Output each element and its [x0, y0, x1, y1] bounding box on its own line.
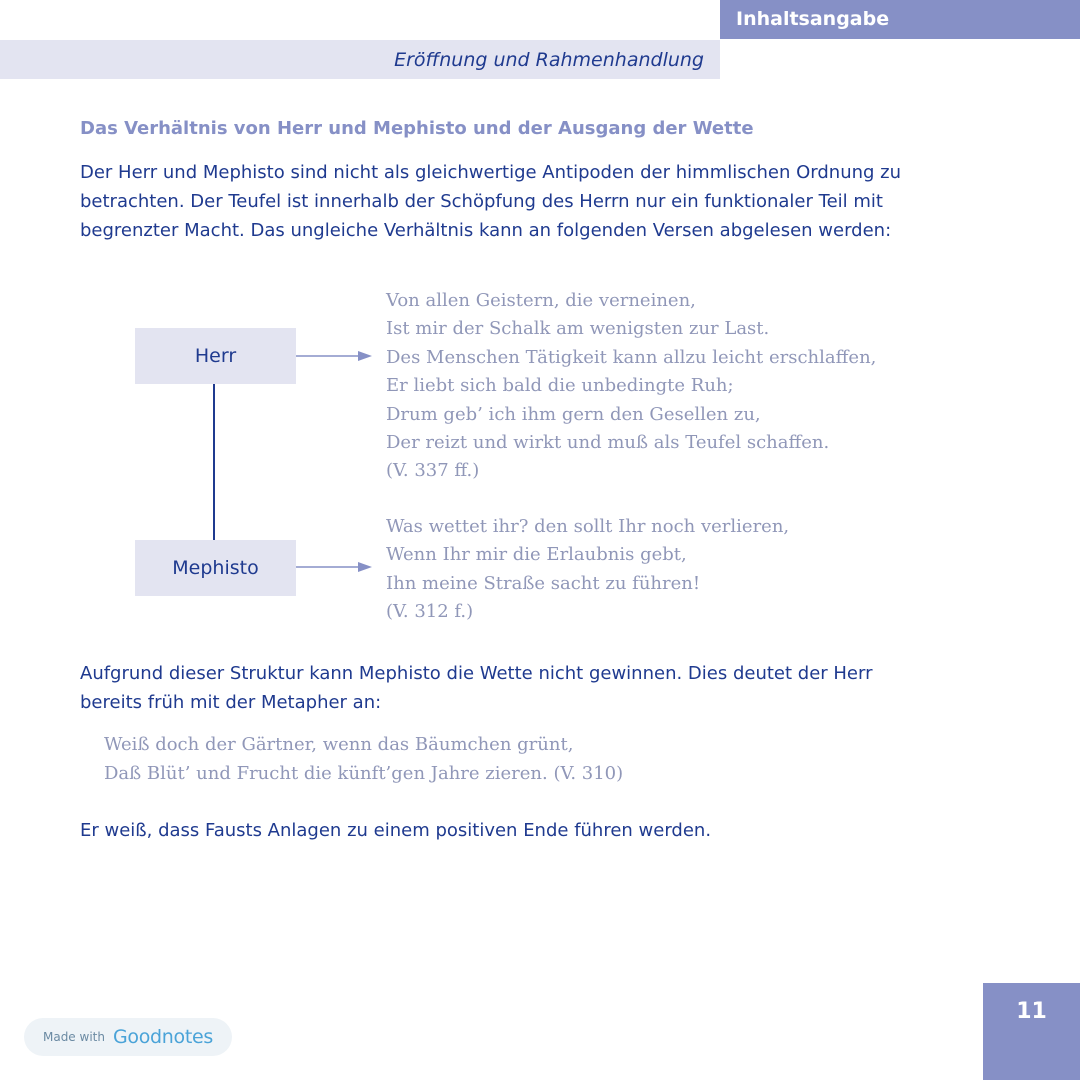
- chapter-band: [0, 40, 720, 79]
- page-number: 11: [983, 983, 1080, 1080]
- intro-line: Der Herr und Mephisto sind nicht als gleichwertige Antipoden der himmlischen Ordnung zu: [80, 162, 902, 183]
- conclusion: Er weiß, dass Fausts Anlagen zu einem positiven Ende führen werden.: [80, 820, 712, 841]
- structure-paragraph: [80, 659, 873, 717]
- herr-box: Herr: [135, 328, 296, 384]
- section-heading: Das Verhältnis von Herr und Mephisto und der Ausgang der Wette: [80, 118, 754, 139]
- section-tab: Inhaltsangabe: [720, 0, 1080, 39]
- goodnotes-badge: [24, 1018, 232, 1056]
- mephisto-arrow-icon: [296, 560, 374, 574]
- verse-herr: Von allen Geistern, die verneinen, Ist mir der Schalk am wenigsten zur Last. Des Menschen Tätigkeit kann allzu leicht erschlaffen, Er liebt sich bald die unbedingte Ruh; Drum geb’ ich ihm gern den Gesellen zu, Der reizt und wirkt und muß als Teufel schaffen. (V. 337 ff.): [386, 290, 877, 482]
- herr-arrow-icon: [296, 349, 374, 363]
- verse-mephisto: Was wettet ihr? den sollt Ihr noch verlieren, Wenn Ihr mir die Erlaubnis gebt, Ihn meine Straße sacht zu führen! (V. 312 f.): [386, 516, 790, 623]
- structure-line: bereits früh mit der Metapher an:: [80, 692, 382, 713]
- intro-paragraph: [80, 158, 901, 245]
- intro-line: betrachten. Der Teufel ist innerhalb der Schöpfung des Herrn nur ein funktionaler Teil mit: [80, 191, 883, 212]
- structure-line: Aufgrund dieser Struktur kann Mephisto die Wette nicht gewinnen. Dies deutet der Herr: [80, 663, 873, 684]
- chapter-title: Eröffnung und Rahmenhandlung: [394, 49, 704, 71]
- made-with-label: Made with: [42, 1030, 105, 1044]
- connector-line: [213, 384, 215, 540]
- intro-line: begrenzter Macht. Das ungleiche Verhältnis kann an folgenden Versen abgelesen werden:: [80, 220, 892, 241]
- goodnotes-logo: Goodnotes: [112, 1026, 214, 1048]
- gardener-quote: Weiß doch der Gärtner, wenn das Bäumchen grünt, Daß Blüt’ und Frucht die künft’gen Jahre zieren. (V. 310): [104, 734, 624, 784]
- mephisto-box: Mephisto: [135, 540, 296, 596]
